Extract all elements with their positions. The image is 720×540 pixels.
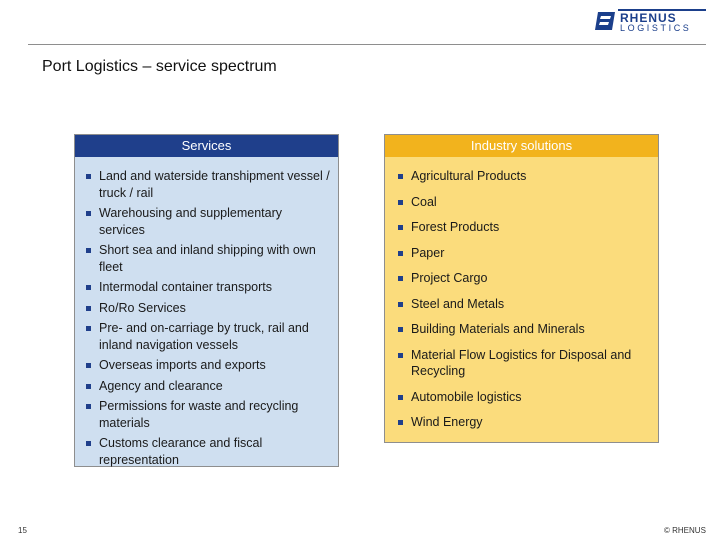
list-item bbox=[81, 378, 330, 395]
list-item-text: Agency and clearance bbox=[99, 378, 223, 393]
square-bullet-icon bbox=[86, 363, 91, 368]
list-item bbox=[81, 242, 330, 275]
square-bullet-icon bbox=[398, 395, 403, 400]
list-item bbox=[81, 357, 330, 374]
industry-panel bbox=[384, 134, 659, 443]
list-item-text: Warehousing and supplementary services bbox=[99, 206, 282, 237]
list-item bbox=[393, 168, 650, 185]
logo-subtitle: LOGISTICS bbox=[620, 23, 692, 33]
industry-header: Industry solutions bbox=[385, 135, 658, 157]
list-item bbox=[81, 300, 330, 317]
square-bullet-icon bbox=[398, 251, 403, 256]
rhenus-logo-icon bbox=[594, 10, 616, 32]
list-item-text: Ro/Ro Services bbox=[99, 300, 186, 315]
square-bullet-icon bbox=[398, 302, 403, 307]
square-bullet-icon bbox=[398, 200, 403, 205]
header-divider bbox=[28, 44, 706, 45]
list-item-text: Steel and Metals bbox=[411, 296, 505, 311]
list-item bbox=[393, 296, 650, 313]
list-item-text: Pre- and on-carriage by truck, rail and inland navigation vessels bbox=[99, 321, 309, 352]
list-item bbox=[81, 320, 330, 353]
square-bullet-icon bbox=[398, 225, 403, 230]
services-header: Services bbox=[75, 135, 338, 157]
list-item-text: Building Materials and Minerals bbox=[411, 322, 585, 336]
square-bullet-icon bbox=[398, 327, 403, 332]
list-item-text: Short sea and inland shipping with own fleet bbox=[99, 243, 316, 274]
list-item-text: Land and waterside transhipment vessel / truck / rail bbox=[99, 169, 330, 200]
list-item bbox=[393, 321, 650, 338]
list-item bbox=[393, 389, 650, 406]
list-item-text: Automobile logistics bbox=[411, 389, 522, 404]
list-item bbox=[393, 194, 650, 211]
square-bullet-icon bbox=[86, 326, 91, 331]
logo-name: RHENUS bbox=[620, 11, 677, 25]
square-bullet-icon bbox=[398, 353, 403, 358]
copyright: © RHENUS bbox=[664, 526, 706, 535]
square-bullet-icon bbox=[86, 306, 91, 311]
square-bullet-icon bbox=[86, 404, 91, 409]
square-bullet-icon bbox=[398, 420, 403, 425]
square-bullet-icon bbox=[86, 384, 91, 389]
square-bullet-icon bbox=[398, 276, 403, 281]
list-item-text: Intermodal container transports bbox=[99, 280, 273, 294]
list-item bbox=[393, 347, 650, 380]
list-item-text: Wind Energy bbox=[411, 415, 483, 429]
list-item-text: Customs clearance and fiscal representation bbox=[99, 436, 263, 467]
services-panel bbox=[74, 134, 339, 467]
page-number: 15 bbox=[18, 526, 27, 535]
list-item-text: Project Cargo bbox=[411, 271, 488, 285]
list-item bbox=[81, 168, 330, 201]
list-item bbox=[81, 398, 330, 431]
square-bullet-icon bbox=[86, 248, 91, 253]
square-bullet-icon bbox=[86, 211, 91, 216]
page-title: Port Logistics – service spectrum bbox=[42, 58, 277, 75]
list-item-text: Material Flow Logistics for Disposal and Recycling bbox=[411, 347, 632, 378]
square-bullet-icon bbox=[86, 441, 91, 446]
industry-list bbox=[385, 157, 658, 431]
list-item bbox=[81, 435, 330, 468]
list-item bbox=[393, 414, 650, 431]
list-item-text: Permissions for waste and recycling materials bbox=[99, 399, 299, 430]
square-bullet-icon bbox=[86, 285, 91, 290]
square-bullet-icon bbox=[398, 174, 403, 179]
list-item bbox=[81, 205, 330, 238]
list-item-text: Forest Products bbox=[411, 220, 500, 234]
list-item-text: Paper bbox=[411, 245, 445, 260]
list-item bbox=[393, 270, 650, 287]
list-item-text: Coal bbox=[411, 194, 437, 209]
list-item bbox=[393, 219, 650, 236]
square-bullet-icon bbox=[86, 174, 91, 179]
list-item bbox=[81, 279, 330, 296]
list-item bbox=[393, 245, 650, 262]
services-list bbox=[75, 157, 338, 468]
list-item-text: Overseas imports and exports bbox=[99, 358, 266, 372]
list-item-text: Agricultural Products bbox=[411, 169, 527, 183]
